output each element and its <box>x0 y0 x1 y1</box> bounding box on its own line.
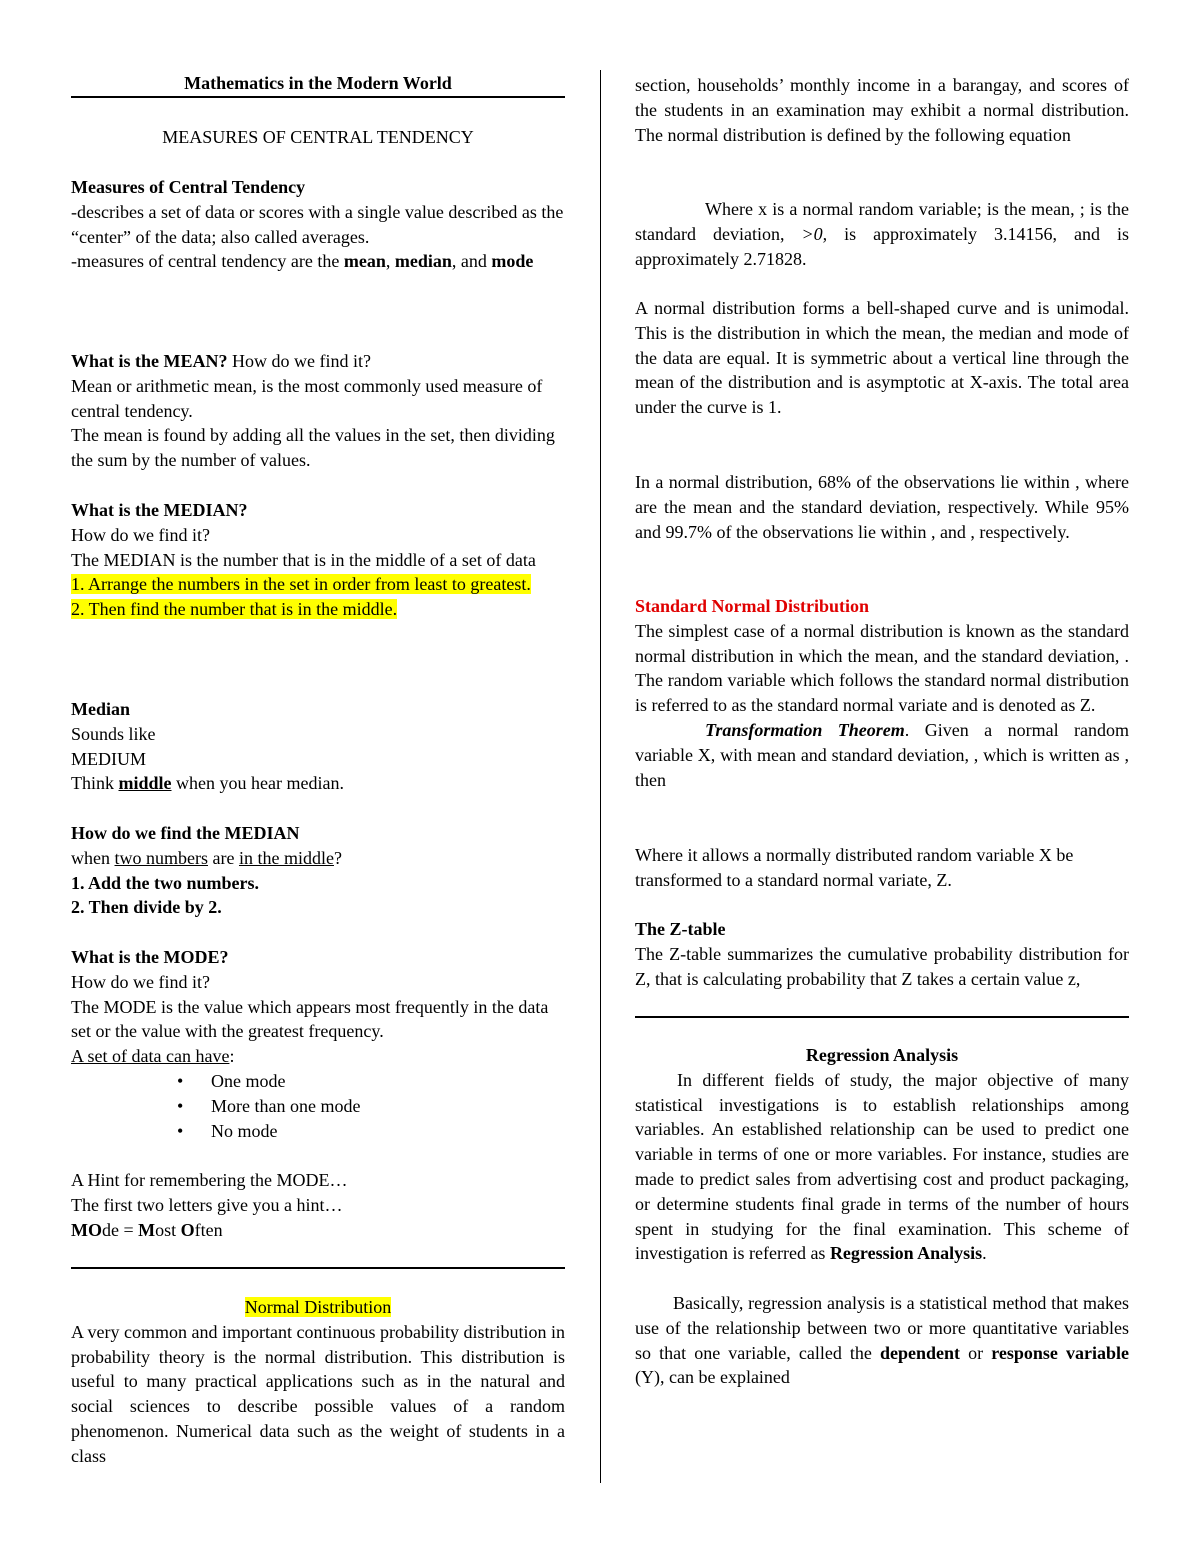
median-definition: The MEDIAN is the number that is in the middle of a set of data <box>71 549 536 570</box>
list-item: • One mode <box>71 1069 565 1094</box>
mode-definition: The MODE is the value which appears most frequently in the data set or the value with the greatest frequency. <box>71 996 549 1042</box>
snd-section <box>635 594 1129 792</box>
median-step-2: 2. Then find the number that is in the middle. <box>71 599 398 620</box>
snd-heading: Standard Normal Distribution <box>635 596 870 616</box>
mct-heading: Measures of Central Tendency <box>71 177 306 197</box>
where-paragraph: Where x is a normal random variable; is the mean, ; is the standard deviation, >0, is approximately 3.14156, and is approximately 2.71828. <box>635 199 1129 269</box>
mct-line2: -measures of central tendency are the mean, median, and mode <box>71 251 534 272</box>
median-section <box>71 498 565 622</box>
bullet-icon: • <box>177 1120 184 1141</box>
median-two-line1: when two numbers are in the middle? <box>71 847 342 868</box>
mode-hint-line1: A Hint for remembering the MODE… <box>71 1170 348 1190</box>
main-heading: MEASURES OF CENTRAL TENDENCY <box>162 127 474 147</box>
mean-section <box>71 349 565 473</box>
ztable-paragraph: The Z-table summarizes the cumulative probability distribution for Z, that is calculating probability that Z takes a certain value z, <box>635 943 1129 989</box>
median-tip <box>71 697 565 796</box>
median-step-1: 1. Arrange the numbers in the set in order from least to greatest. <box>71 574 531 595</box>
median-tip-line3: Think middle when you hear median. <box>71 773 344 794</box>
median-tip-line1: Sounds like <box>71 723 156 744</box>
mode-hint-line3: MOde = Most Often <box>71 1219 223 1240</box>
median-two-step2: 2. Then divide by 2. <box>71 897 222 918</box>
mean-method: The mean is found by adding all the values in the set, then dividing the sum by the number of values. <box>71 425 555 471</box>
mean-question: What is the MEAN? How do we find it? <box>71 351 371 371</box>
median-subquestion: How do we find it? <box>71 524 210 545</box>
regression-section <box>635 1043 1129 1390</box>
mode-bullet-list <box>71 1069 565 1143</box>
section-rule-right <box>635 1016 1129 1018</box>
transformation-paragraph: Transformation Theorem. Given a normal random variable X, with mean and standard deviation, , which is written as , then <box>635 719 1129 790</box>
list-item: • No mode <box>71 1119 565 1144</box>
regression-heading: Regression Analysis <box>805 1045 959 1065</box>
regression-paragraph-2: Basically, regression analysis is a statistical method that makes use of the relationship between two or more quantitative variables so that one variable, called the dependent or response variable (Y), can be explained <box>635 1292 1129 1388</box>
bell-paragraph: A normal distribution forms a bell-shaped curve and is unimodal. This is the distribution in which the mean, the median and mode of the data are equal. It is symmetric about a vertical line through the mean of the distribution and is asymptotic at X-axis. The total area under the curve is 1. <box>635 298 1129 418</box>
median-two-heading: How do we find the MEDIAN <box>71 823 300 843</box>
bullet-icon: • <box>177 1070 184 1091</box>
list-item: • More than one mode <box>71 1094 565 1119</box>
median-question: What is the MEDIAN? <box>71 500 248 520</box>
mode-subquestion: How do we find it? <box>71 971 210 992</box>
bullet-icon: • <box>177 1095 184 1116</box>
mode-hint-line2: The first two letters give you a hint… <box>71 1194 343 1215</box>
normal-section <box>71 1295 565 1469</box>
allows-paragraph: Where it allows a normally distributed random variable X be transformed to a standard normal variate, Z. <box>635 845 1074 890</box>
mct-line1: -describes a set of data or scores with a single value described as the “center” of the data; also called averages. <box>71 201 564 247</box>
median-tip-heading: Median <box>71 699 131 719</box>
median-two-section <box>71 821 565 920</box>
normal-heading: Normal Distribution <box>244 1297 392 1317</box>
mode-hint <box>71 1168 565 1242</box>
mean-definition: Mean or arithmetic mean, is the most commonly used measure of central tendency. <box>71 375 543 421</box>
header-title: Mathematics in the Modern World <box>184 73 452 93</box>
section-rule <box>71 1267 565 1269</box>
ztable-section <box>635 917 1129 991</box>
header-rule <box>71 96 565 98</box>
median-two-step1: 1. Add the two numbers. <box>71 872 260 893</box>
column-divider <box>600 70 601 1483</box>
median-tip-line2: MEDIUM <box>71 748 146 769</box>
snd-paragraph: The simplest case of a normal distribution is known as the standard normal distribution in which the mean, and the standard deviation, . The random variable which follows the standard normal distribution is referred to as the standard normal variate and is denoted as Z. <box>635 620 1129 716</box>
mode-question: What is the MODE? <box>71 947 229 967</box>
normal-continued: section, households’ monthly income in a barangay, and scores of the students in an examination may exhibit a normal distribution. The normal distribution is defined by the following equation <box>635 75 1129 145</box>
ztable-heading: The Z-table <box>635 919 726 939</box>
mct-section <box>71 175 565 274</box>
mode-set-label: A set of data can have: <box>71 1046 235 1067</box>
normal-paragraph: A very common and important continuous probability distribution in probability theory is the normal distribution. This distribution is useful to many practical applications such as in the natural and social sciences to describe possible values of a random phenomenon. Numerical data such as the weight of students in a class <box>71 1321 565 1466</box>
mode-section <box>71 945 565 1143</box>
percent-paragraph: In a normal distribution, 68% of the observations lie within , where are the mean and the standard deviation, respectively. While 95% and 99.7% of the observations lie within , and , respectively. <box>635 472 1129 542</box>
regression-paragraph-1: In different fields of study, the major objective of many statistical investigations is to establish relationships among variables. An established relationship can be used to predict one variable in terms of one or more variables. For instance, studies are made to predict sales from advertising cost and product packaging, or determine students final grade in terms of the number of hours spent in studying for the final examination. This scheme of investigation is referred as Regression Analysis. <box>635 1069 1129 1264</box>
